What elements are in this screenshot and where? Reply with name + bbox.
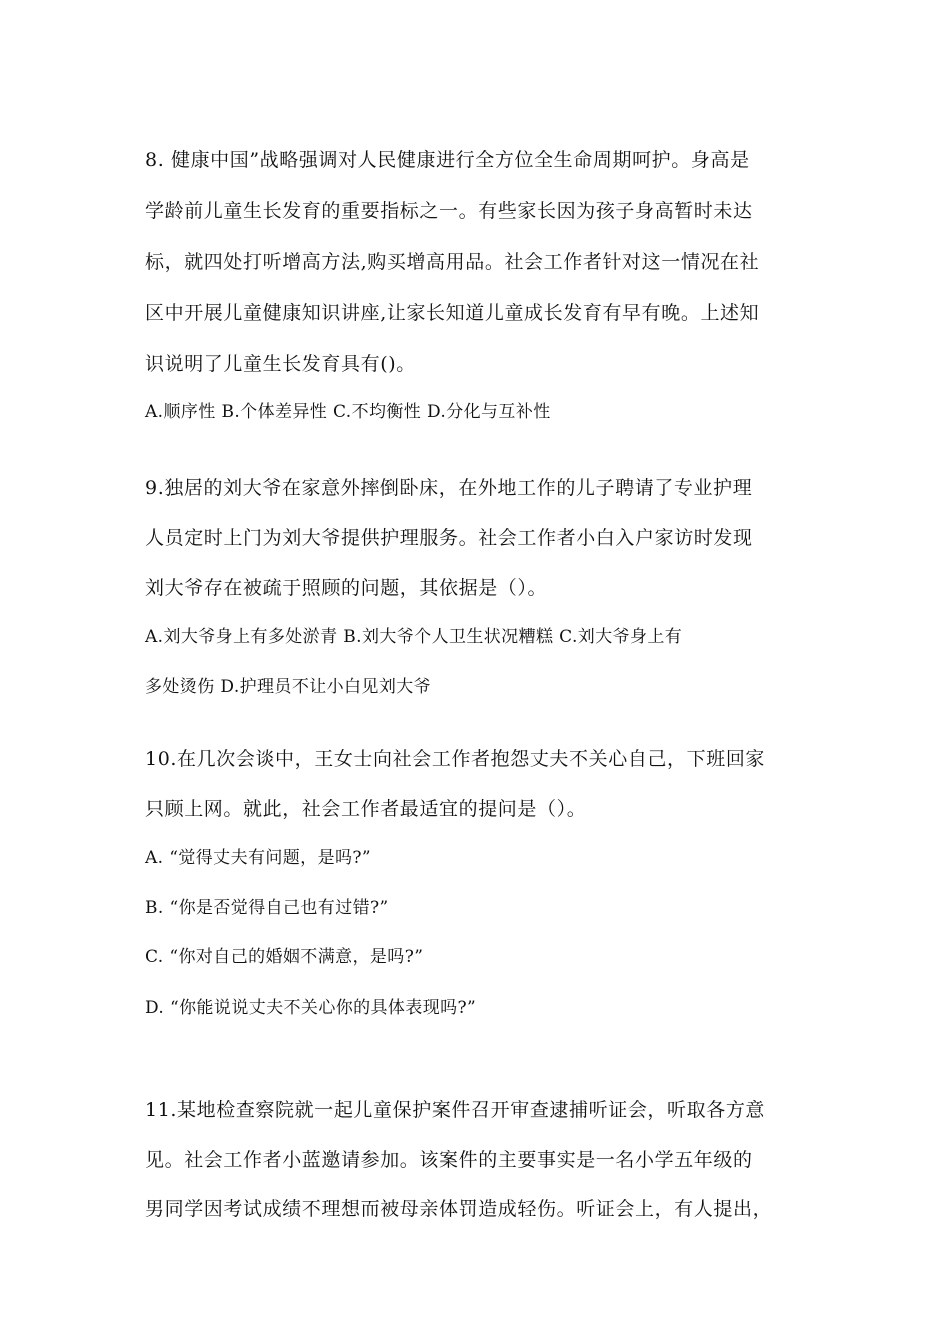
question-9-options-line-2: 多处烫伤 D.护理员不让小白见刘大爷 bbox=[145, 677, 432, 697]
question-11-line-3: 男同学因考试成绩不理想而被母亲体罚造成轻伤。听证会上，有人提出， bbox=[145, 1198, 773, 1220]
question-9-options-line-1: A.刘大爷身上有多处淤青 B.刘大爷个人卫生状况糟糕 C.刘大爷身上有 bbox=[145, 627, 683, 647]
question-9-line-2: 人员定时上门为刘大爷提供护理服务。社会工作者小白入户家访时发现 bbox=[145, 527, 753, 549]
question-9-line-1: 9.独居的刘大爷在家意外摔倒卧床，在外地工作的儿子聘请了专业护理 bbox=[145, 477, 753, 499]
question-10-option-b: B. “你是否觉得自己也有过错?” bbox=[145, 898, 389, 918]
question-8-line-5: 识说明了儿童生长发育具有()。 bbox=[145, 353, 416, 375]
question-8-line-4: 区中开展儿童健康知识讲座,让家长知道儿童成长发育有早有晚。上述知 bbox=[145, 302, 760, 324]
question-10-option-a: A. “觉得丈夫有问题，是吗?” bbox=[145, 848, 371, 868]
question-10-option-c: C. “你对自己的婚姻不满意，是吗?” bbox=[145, 947, 424, 967]
question-8-options: A.顺序性 B.个体差异性 C.不均衡性 D.分化与互补性 bbox=[145, 402, 551, 422]
question-8-line-3: 标，就四处打听增高方法,购买增高用品。社会工作者针对这一情况在社 bbox=[145, 251, 760, 273]
question-11-line-1: 11.某地检查察院就一起儿童保护案件召开审查逮捕听证会，听取各方意 bbox=[145, 1099, 766, 1121]
question-10-line-1: 10.在几次会谈中，王女士向社会工作者抱怨丈夫不关心自己，下班回家 bbox=[145, 748, 766, 770]
question-11-line-2: 见。社会工作者小蓝邀请参加。该案件的主要事实是一名小学五年级的 bbox=[145, 1149, 753, 1171]
question-8-line-1: 8. 健康中国”战略强调对人民健康进行全方位全生命周期呵护。身高是 bbox=[145, 149, 750, 171]
question-10-line-2: 只顾上网。就此，社会工作者最适宜的提问是（）。 bbox=[145, 798, 587, 820]
question-10-option-d: D. “你能说说丈夫不关心你的具体表现吗?” bbox=[145, 998, 477, 1018]
question-9-line-3: 刘大爷存在被疏于照顾的问题，其依据是（）。 bbox=[145, 577, 548, 599]
question-8-line-2: 学龄前儿童生长发育的重要指标之一。有些家长因为孩子身高暂时未达 bbox=[145, 200, 753, 222]
